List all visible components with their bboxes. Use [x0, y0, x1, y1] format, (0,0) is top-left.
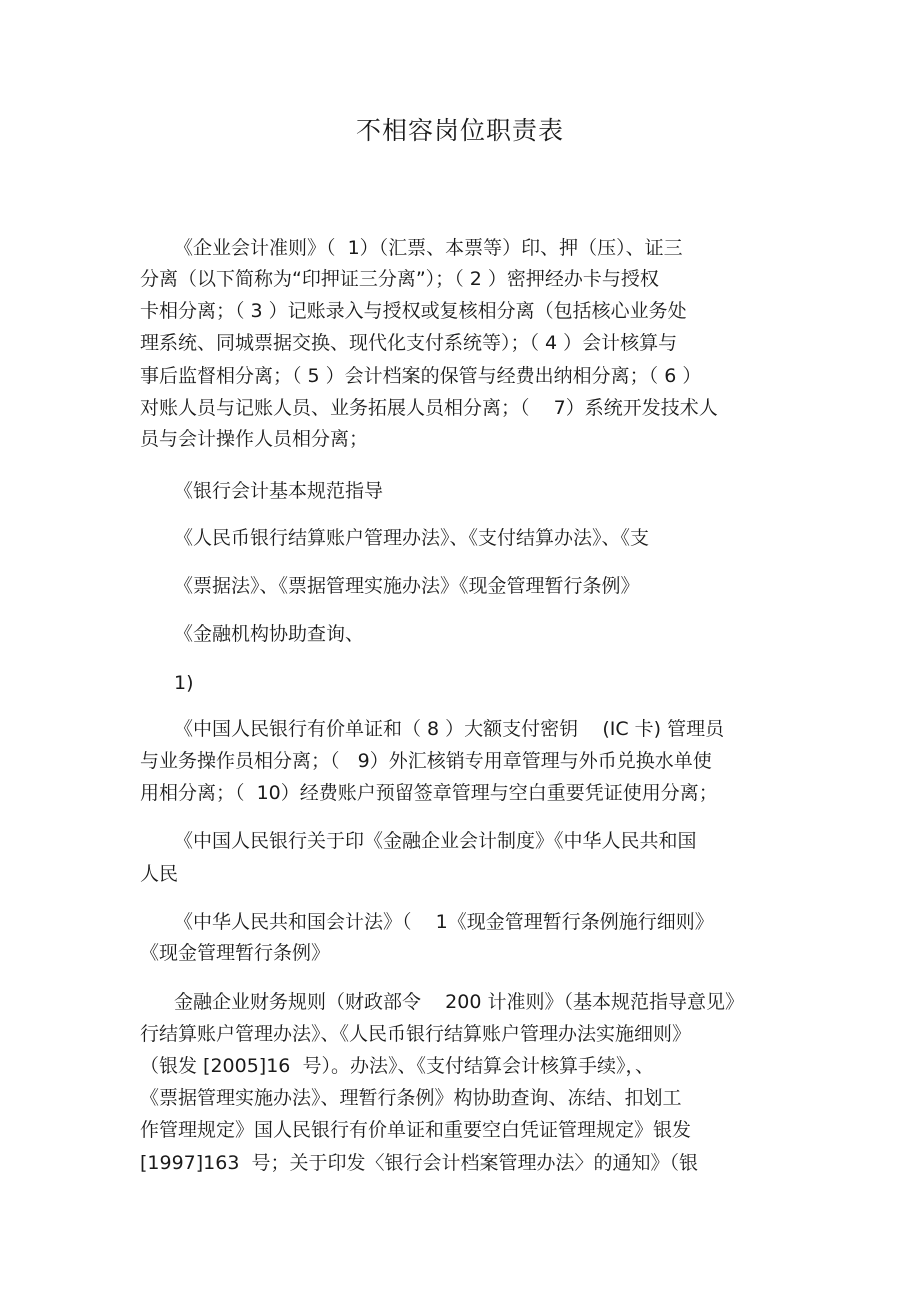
text-line: 《中华人民共和国会计法》（ 1《现金管理暂行条例施行细则》	[174, 911, 714, 933]
text-line: 金融企业财务规则（财政部令 200 计准则》（基本规范指导意见》	[174, 991, 744, 1013]
document-title: 不相容岗位职责表	[355, 116, 564, 145]
text-line: 分离（以下简称为“印押证三分离”）；（ 2 ）密押经办卡与授权	[140, 268, 659, 290]
text-line: 《企业会计准则》（ 1）（汇票、本票等）印、押（压）、证三	[174, 237, 683, 259]
paragraph-5: 《金融机构协助查询、	[174, 623, 365, 645]
paragraph-4: 《票据法》、《票据管理实施办法》《现金管理暂行条例》	[174, 575, 640, 597]
text-line: （银发 [2005]16 号）。办法》、《支付结算会计核算手续》，、	[140, 1055, 654, 1077]
text-line: 对账人员与记账人员、业务拓展人员相分离；（ 7）系统开发技术人	[140, 397, 718, 419]
text-line: 卡相分离；（ 3 ）记账录入与授权或复核相分离（包括核心业务处	[140, 300, 687, 322]
text-line: 《票据管理实施办法》、理暂行条例》构协助查询、冻结、扣划工	[140, 1087, 682, 1109]
paragraph-6: 1)	[174, 672, 194, 694]
paragraph-2: 《银行会计基本规范指导	[174, 480, 384, 502]
text-line: 作管理规定》国人民银行有价单证和重要空白凭证管理规定》银发	[140, 1119, 692, 1141]
text-line: 行结算账户管理办法》、《人民币银行结算账户管理办法实施细则》	[140, 1023, 692, 1045]
text-line: 理系统、同城票据交换、现代化支付系统等）；（ 4 ）会计核算与	[140, 332, 678, 354]
paragraph-3: 《人民币银行结算账户管理办法》、《支付结算办法》、《支	[174, 527, 650, 549]
text-line: 员与会计操作人员相分离；	[140, 428, 369, 450]
text-line: 人民	[140, 863, 179, 885]
text-line: 事后监督相分离；（ 5 ）会计档案的保管与经费出纳相分离；（ 6 ）	[140, 365, 702, 387]
text-line: 与业务操作员相分离；（ 9）外汇核销专用章管理与外币兑换水单使	[140, 750, 712, 772]
text-line: 《现金管理暂行条例》	[140, 942, 331, 964]
text-line: 《中国人民银行有价单证和（ 8 ）大额支付密钥 (IC 卡) 管理员	[174, 718, 725, 740]
text-line: 用相分离；（ 10）经费账户预留签章管理与空白重要凭证使用分离；	[140, 782, 718, 804]
text-line: 《中国人民银行关于印《金融企业会计制度》《中华人民共和国	[174, 830, 697, 852]
text-line: [1997]163 号；关于印发〈银行会计档案管理办法〉的通知》（银	[140, 1152, 699, 1174]
